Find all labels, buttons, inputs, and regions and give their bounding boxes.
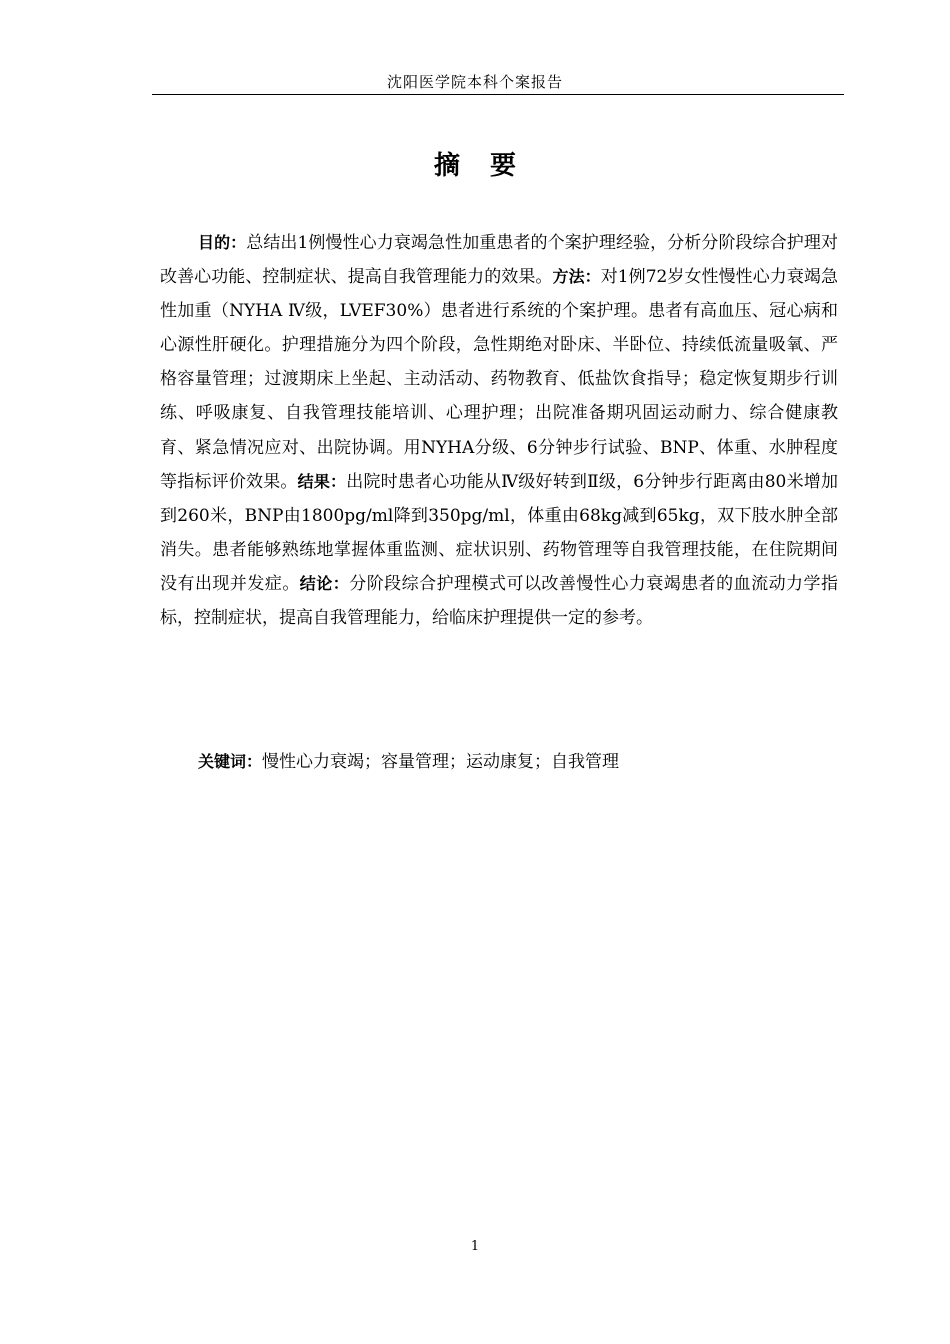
page-number: 1 [470,1239,480,1254]
keywords-text: 慢性心力衰竭；容量管理；运动康复；自我管理 [262,752,620,772]
keywords-line [198,745,838,779]
result-text: 出院时患者心功能从Ⅳ级好转到Ⅱ级，6分钟步行距离由80米增加到260米，BNP由1800pg/ml降到350pg/ml，体重由68kg减到65kg，双下肢水肿全部消失。患者能够熟练地掌握体重监测、症状识别、药物管理等自我管理技能，在住院期间没有出现并发症。 [160,471,838,594]
header-rule [152,94,844,95]
conclusion-label: 结论： [299,573,350,593]
keywords-label: 关键词： [198,752,263,771]
method-label: 方法： [552,267,601,287]
result-label: 结果： [297,471,347,491]
abstract-title: 摘要 [433,151,546,181]
method-text: 对1例72岁女性慢性心力衰竭急性加重（NYHA Ⅳ级，LVEF30%）患者进行系统的个案护理。患者有高血压、冠心病和心源性肝硬化。护理措施分为四个阶段，急性期绝对卧床、半卧位、持续低流量吸氧、严格容量管理；过渡期床上坐起、主动活动、药物教育、低盐饮食指导；稳定恢复期步行训练、呼吸康复、自我管理技能培训、心理护理；出院准备期巩固运动耐力、综合健康教育、紧急情况应对、出院协调。用NYHA分级、6分钟步行试验、BNP、体重、水肿程度等指标评价效果。 [160,267,838,492]
abstract-body [160,226,838,635]
objective-label: 目的： [198,233,247,252]
page-header: 沈阳医学院本科个案报告 [386,73,563,91]
conclusion-text: 分阶段综合护理模式可以改善慢性心力衰竭患者的血流动力学指标，控制症状，提高自我管理能力，给临床护理提供一定的参考。 [160,573,838,629]
objective-text: 总结出1例慢性心力衰竭急性加重患者的个案护理经验，分析分阶段综合护理对改善心功能、控制症状、提高自我管理能力的效果。 [160,233,838,288]
